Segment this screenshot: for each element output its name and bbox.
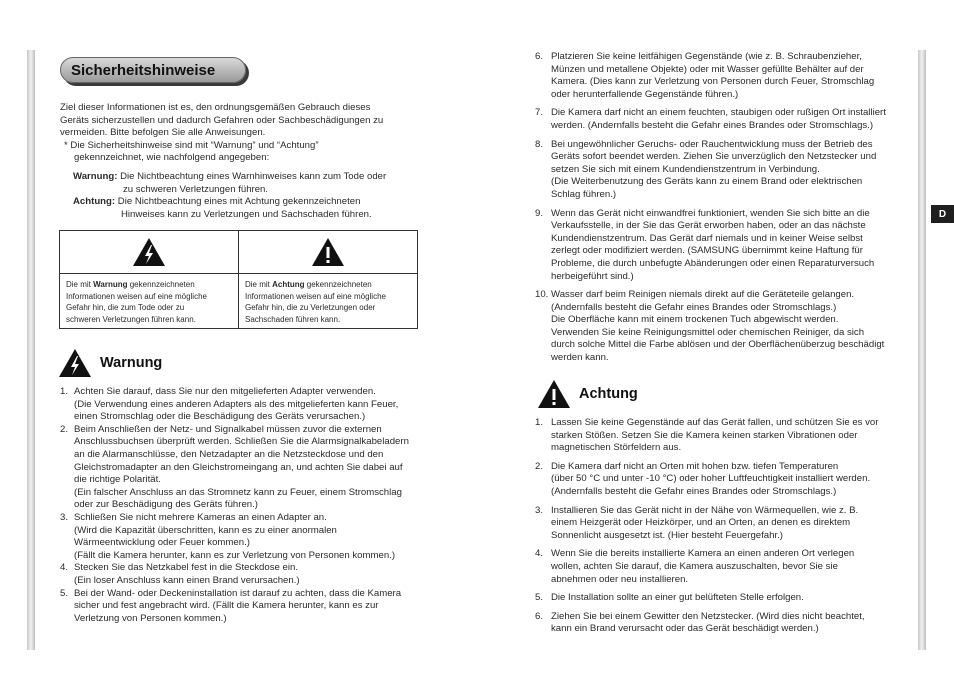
- item-body: [74, 512, 395, 562]
- warn-desc: zu schweren Verletzungen führen.: [123, 183, 269, 195]
- list-item: [535, 289, 905, 365]
- item-line: Verwenden Sie keine Reinigungsmittel oder chemischen Reiniger, da sich: [551, 326, 865, 338]
- item-line: Schließen Sie nicht mehrere Kameras an einen Adapter an.: [74, 511, 327, 523]
- item-line: Kundendienstzentrum. Das Gerät darf niemals und in keiner Weise selbst: [551, 232, 863, 244]
- item-line: (Wird die Kapazität überschritten, kann es zu einer anormalen: [74, 524, 337, 536]
- list-item: [535, 548, 905, 586]
- desc-line: Gefahr hin, die zum Tode oder zu: [66, 303, 185, 313]
- item-line: Verletzung von Personen kommen.): [74, 612, 227, 624]
- item-line: kann ein Brand verursacht oder das Gerät beschädigt werden.): [551, 623, 819, 635]
- item-number: 3.: [535, 504, 544, 516]
- warn-label: Warnung:: [73, 171, 118, 182]
- warning-column: [60, 231, 238, 328]
- exclamation-caution-icon: [537, 379, 571, 409]
- desc-text: Die mit: [245, 280, 273, 289]
- desc-line: schweren Verletzungen führen kann.: [66, 314, 196, 324]
- item-line: Sonnenlicht ausgesetzt ist. (Hier besteht Feuergefahr.): [551, 529, 783, 541]
- item-line: abnehmen oder neu installieren.: [551, 573, 689, 585]
- list-item: [535, 417, 905, 455]
- item-line: Bei der Wand- oder Deckeninstallation ist darauf zu achten, dass die Kamera: [74, 587, 402, 599]
- warning-description: [60, 274, 238, 330]
- item-line: Lassen Sie keine Gegenstände auf das Gerät fallen, und schützen Sie es vor: [551, 417, 879, 428]
- desc-line: Informationen weisen auf eine mögliche: [245, 291, 386, 301]
- item-number: 6.: [535, 51, 544, 62]
- item-body: [551, 139, 876, 202]
- list-item: [535, 139, 905, 202]
- list-item: [60, 512, 422, 562]
- item-body: [74, 424, 409, 512]
- item-number: 1.: [535, 417, 544, 428]
- item-number: 6.: [535, 610, 544, 622]
- warnung-header: [58, 348, 162, 378]
- list-item: [60, 588, 422, 626]
- intro-line: Geräts sicherzustellen und dadurch Gefahren oder Sachbeschädigungen zu: [60, 114, 384, 126]
- caution-column: [238, 231, 417, 328]
- item-line: Installieren Sie das Gerät nicht in der Nähe von Wärmequellen, wie z. B.: [551, 504, 859, 516]
- intro-note: * Die Sicherheitshinweise sind mit “Warnung” und “Achtung”: [64, 139, 319, 151]
- item-line: Wenn das Gerät nicht einwandfrei funktioniert, wenden Sie sich bitte an die: [551, 207, 870, 219]
- desc-bold: Warnung: [93, 280, 128, 289]
- list-item: [60, 562, 422, 587]
- achtung-list: [535, 417, 905, 636]
- item-number: 3.: [60, 511, 69, 523]
- item-body: [551, 461, 870, 499]
- item-line: Stecken Sie das Netzkabel fest in die Steckdose ein.: [74, 562, 298, 574]
- item-line: (Ein loser Anschluss kann einen Brand verursachen.): [74, 574, 300, 586]
- item-line: (Andernfalls besteht die Gefahr eines Brandes oder Stromschlags.): [551, 301, 837, 313]
- item-body: [551, 208, 874, 284]
- item-line: an die Alarmanschlüsse, den Netzadapter an die Netzsteckdose und den: [74, 448, 384, 460]
- list-item: [535, 51, 905, 101]
- item-line: (Andernfalls besteht die Gefahr eines Brandes oder Stromschlags.): [551, 485, 837, 497]
- lightning-warning-icon: [58, 348, 92, 378]
- left-page-edge: [27, 50, 35, 650]
- item-line: (Die Weiterbenutzung des Geräts kann zu einem Brand oder elektrischen: [551, 176, 863, 188]
- item-number: 9.: [535, 207, 544, 219]
- item-line: einem Heizgerät oder Heizkörper, und an Orten, an denen es direktem: [551, 517, 851, 529]
- item-line: Wenn Sie die bereits installierte Kamera an einen anderen Ort verlegen: [551, 548, 855, 560]
- item-line: (Die Verwendung eines anderen Adapters als des mitgelieferten kann Feuer,: [74, 398, 399, 410]
- item-body: [551, 289, 884, 365]
- warnung-list: [60, 386, 422, 625]
- item-line: Verkaufsstelle, in der Sie das Gerät erworben haben, oder an das nächste: [551, 220, 866, 232]
- item-line: magnetischen Störfeldern aus.: [551, 442, 682, 454]
- item-line: oder zur Beschädigung des Geräts führen.): [74, 499, 258, 511]
- item-line: zerlegt oder modifiziert werden. (SAMSUNG übernimmt keine Haftung für: [551, 245, 863, 257]
- list-item: [535, 505, 905, 543]
- item-line: Probleme, die durch unbefugte Abänderungen oder einen Reparaturversuch: [551, 257, 875, 269]
- item-line: Gleichstromadapter an den Gleichstromeingang an, und achten Sie dabei auf: [74, 461, 403, 473]
- item-line: Die Kamera darf nicht an Orten mit hohen bzw. tiefen Temperaturen: [551, 460, 839, 472]
- item-line: Wärmeentwicklung oder Feuer kommen.): [74, 537, 250, 549]
- item-number: 4.: [60, 562, 69, 574]
- desc-line: Informationen weisen auf eine mögliche: [66, 291, 207, 301]
- item-line: Münzen und metallene Objekte) oder mit Wasser gefüllte Behälter auf der: [551, 63, 864, 75]
- item-line: Anschlussbuchsen überprüft werden. Schließen Sie die Alarmsignalkabeladern: [74, 436, 409, 448]
- warnung-list-continued: [535, 51, 905, 365]
- warnung-heading: Warnung: [100, 355, 163, 371]
- intro-block: [60, 102, 420, 165]
- desc-line: Sachschaden führen kann.: [245, 314, 341, 324]
- item-number: 2.: [535, 460, 544, 472]
- caution-description: [239, 274, 417, 330]
- item-body: [551, 51, 874, 101]
- item-body: [551, 548, 854, 586]
- achtung-header: [537, 379, 638, 409]
- desc-text: gekennzeichneten: [304, 280, 372, 289]
- lightning-warning-icon: [132, 237, 166, 267]
- item-body: [551, 417, 878, 455]
- item-line: setzen Sie sich mit einem Kundendienstzentrum in Verbindung.: [551, 163, 820, 175]
- item-number: 5.: [535, 592, 544, 604]
- item-line: durch solche Mittel die Farbe ablösen und der Oberflächenüberzug beschädigt: [551, 339, 885, 351]
- item-line: Geräts sofort beendet werden. Ziehen Sie unverzüglich den Netzstecker und: [551, 151, 877, 163]
- item-body: [551, 505, 858, 543]
- warning-icon-cell: [60, 231, 238, 274]
- language-tab: D: [931, 205, 954, 223]
- item-body: [74, 588, 401, 626]
- item-body: [551, 592, 804, 605]
- item-line: Schlag führen.): [551, 188, 617, 200]
- item-line: Die Oberfläche kann mit einem trockenen Tuch abgewischt werden.: [551, 314, 839, 326]
- item-body: [551, 611, 865, 636]
- item-line: (Ein falscher Anschluss an das Stromnetz kann zu Feuer, einem Stromschlag: [74, 486, 402, 498]
- right-page-edge: [918, 50, 926, 650]
- desc-text: gekennzeichneten: [127, 280, 195, 289]
- item-line: Kamera. (Dies kann zur Verletzung von Personen durch Feuer, Stromschlag: [551, 76, 875, 88]
- item-line: die richtige Polarität.: [74, 474, 161, 486]
- item-number: 5.: [60, 587, 69, 599]
- item-number: 7.: [535, 107, 544, 119]
- item-body: [74, 386, 398, 424]
- item-body: [551, 107, 886, 132]
- item-line: wollen, achten Sie darauf, die Kamera auszuschalten, bevor Sie sie: [551, 560, 838, 572]
- item-line: Bei ungewöhnlicher Geruchs- oder Rauchentwicklung muss der Betrieb des: [551, 138, 873, 150]
- item-line: werden kann.: [551, 352, 609, 364]
- item-number: 2.: [60, 423, 69, 435]
- desc-bold: Achtung: [272, 280, 305, 289]
- item-line: einen Stromschlag oder die Beschädigung des Geräts verursachen.): [74, 411, 366, 423]
- list-item: [535, 611, 905, 636]
- caution-icon-cell: [239, 231, 417, 274]
- item-line: werden. (Andernfalls besteht die Gefahr eines Brandes oder Stromschlags.): [551, 119, 874, 131]
- item-number: 1.: [60, 386, 69, 397]
- item-line: herbeigeführt sind.): [551, 270, 634, 282]
- warning-symbol-table: [59, 230, 418, 329]
- item-line: Wasser darf beim Reinigen niemals direkt auf die Geräteteile gelangen.: [551, 289, 855, 301]
- item-line: Die Installation sollte an einer gut belüfteten Stelle erfolgen.: [551, 592, 804, 604]
- item-line: starken Stößen. Setzen Sie die Kamera keinen starken Vibrationen oder: [551, 429, 858, 441]
- item-line: sicher und fest angebracht wird. (Fällt die Kamera herunter, kann es zur: [74, 600, 379, 612]
- item-line: Achten Sie darauf, dass Sie nur den mitgelieferten Adapter verwenden.: [74, 386, 376, 397]
- list-item: [535, 208, 905, 284]
- list-item: [60, 424, 422, 512]
- desc-line: Gefahr hin, die zu Verletzungen oder: [245, 303, 376, 313]
- achtung-heading: Achtung: [579, 386, 638, 402]
- item-line: Die Kamera darf nicht an einem feuchten, staubigen oder rußigen Ort installiert: [551, 107, 886, 119]
- list-item: [60, 386, 422, 424]
- item-line: (Fällt die Kamera herunter, kann es zur Verletzung von Personen kommen.): [74, 549, 396, 561]
- page-title: Sicherheitshinweise: [60, 57, 246, 83]
- warn-desc: Die Nichtbeachtung eines Warnhinweises kann zum Tode oder: [117, 171, 387, 182]
- intro-note: gekennzeichnet, wie nachfolgend angegeben:: [74, 152, 270, 164]
- desc-text: Die mit: [66, 280, 94, 289]
- intro-line: vermeiden. Bitte befolgen Sie alle Anweisungen.: [60, 127, 266, 139]
- item-number: 4.: [535, 548, 544, 560]
- list-item: [535, 592, 905, 605]
- item-line: Beim Anschließen der Netz- und Signalkabel müssen zuvor die externen: [74, 423, 382, 435]
- item-number: 8.: [535, 138, 544, 150]
- caution-label: Achtung:: [73, 196, 116, 208]
- label-definitions: [73, 171, 423, 221]
- item-line: Platzieren Sie keine leitfähigen Gegenstände (wie z. B. Schraubenzieher,: [551, 51, 862, 62]
- exclamation-caution-icon: [311, 237, 345, 267]
- item-line: (über 50 °C und unter -10 °C) oder hoher Luftfeuchtigkeit installiert werden.: [551, 473, 871, 485]
- caution-desc: Die Nichtbeachtung eines mit Achtung gekennzeichneten: [115, 196, 361, 208]
- list-item: [535, 107, 905, 132]
- intro-line: Ziel dieser Informationen ist es, den ordnungsgemäßen Gebrauch dieses: [60, 102, 371, 113]
- item-line: Ziehen Sie bei einem Gewitter den Netzstecker. (Wird dies nicht beachtet,: [551, 610, 865, 622]
- list-item: [535, 461, 905, 499]
- item-line: oder herunterfallende Gegenstände führen.): [551, 88, 739, 100]
- caution-desc: Hinweises kann zu Verletzungen und Sachschaden führen.: [121, 208, 372, 220]
- item-number: 10.: [535, 289, 549, 301]
- item-body: [74, 562, 300, 587]
